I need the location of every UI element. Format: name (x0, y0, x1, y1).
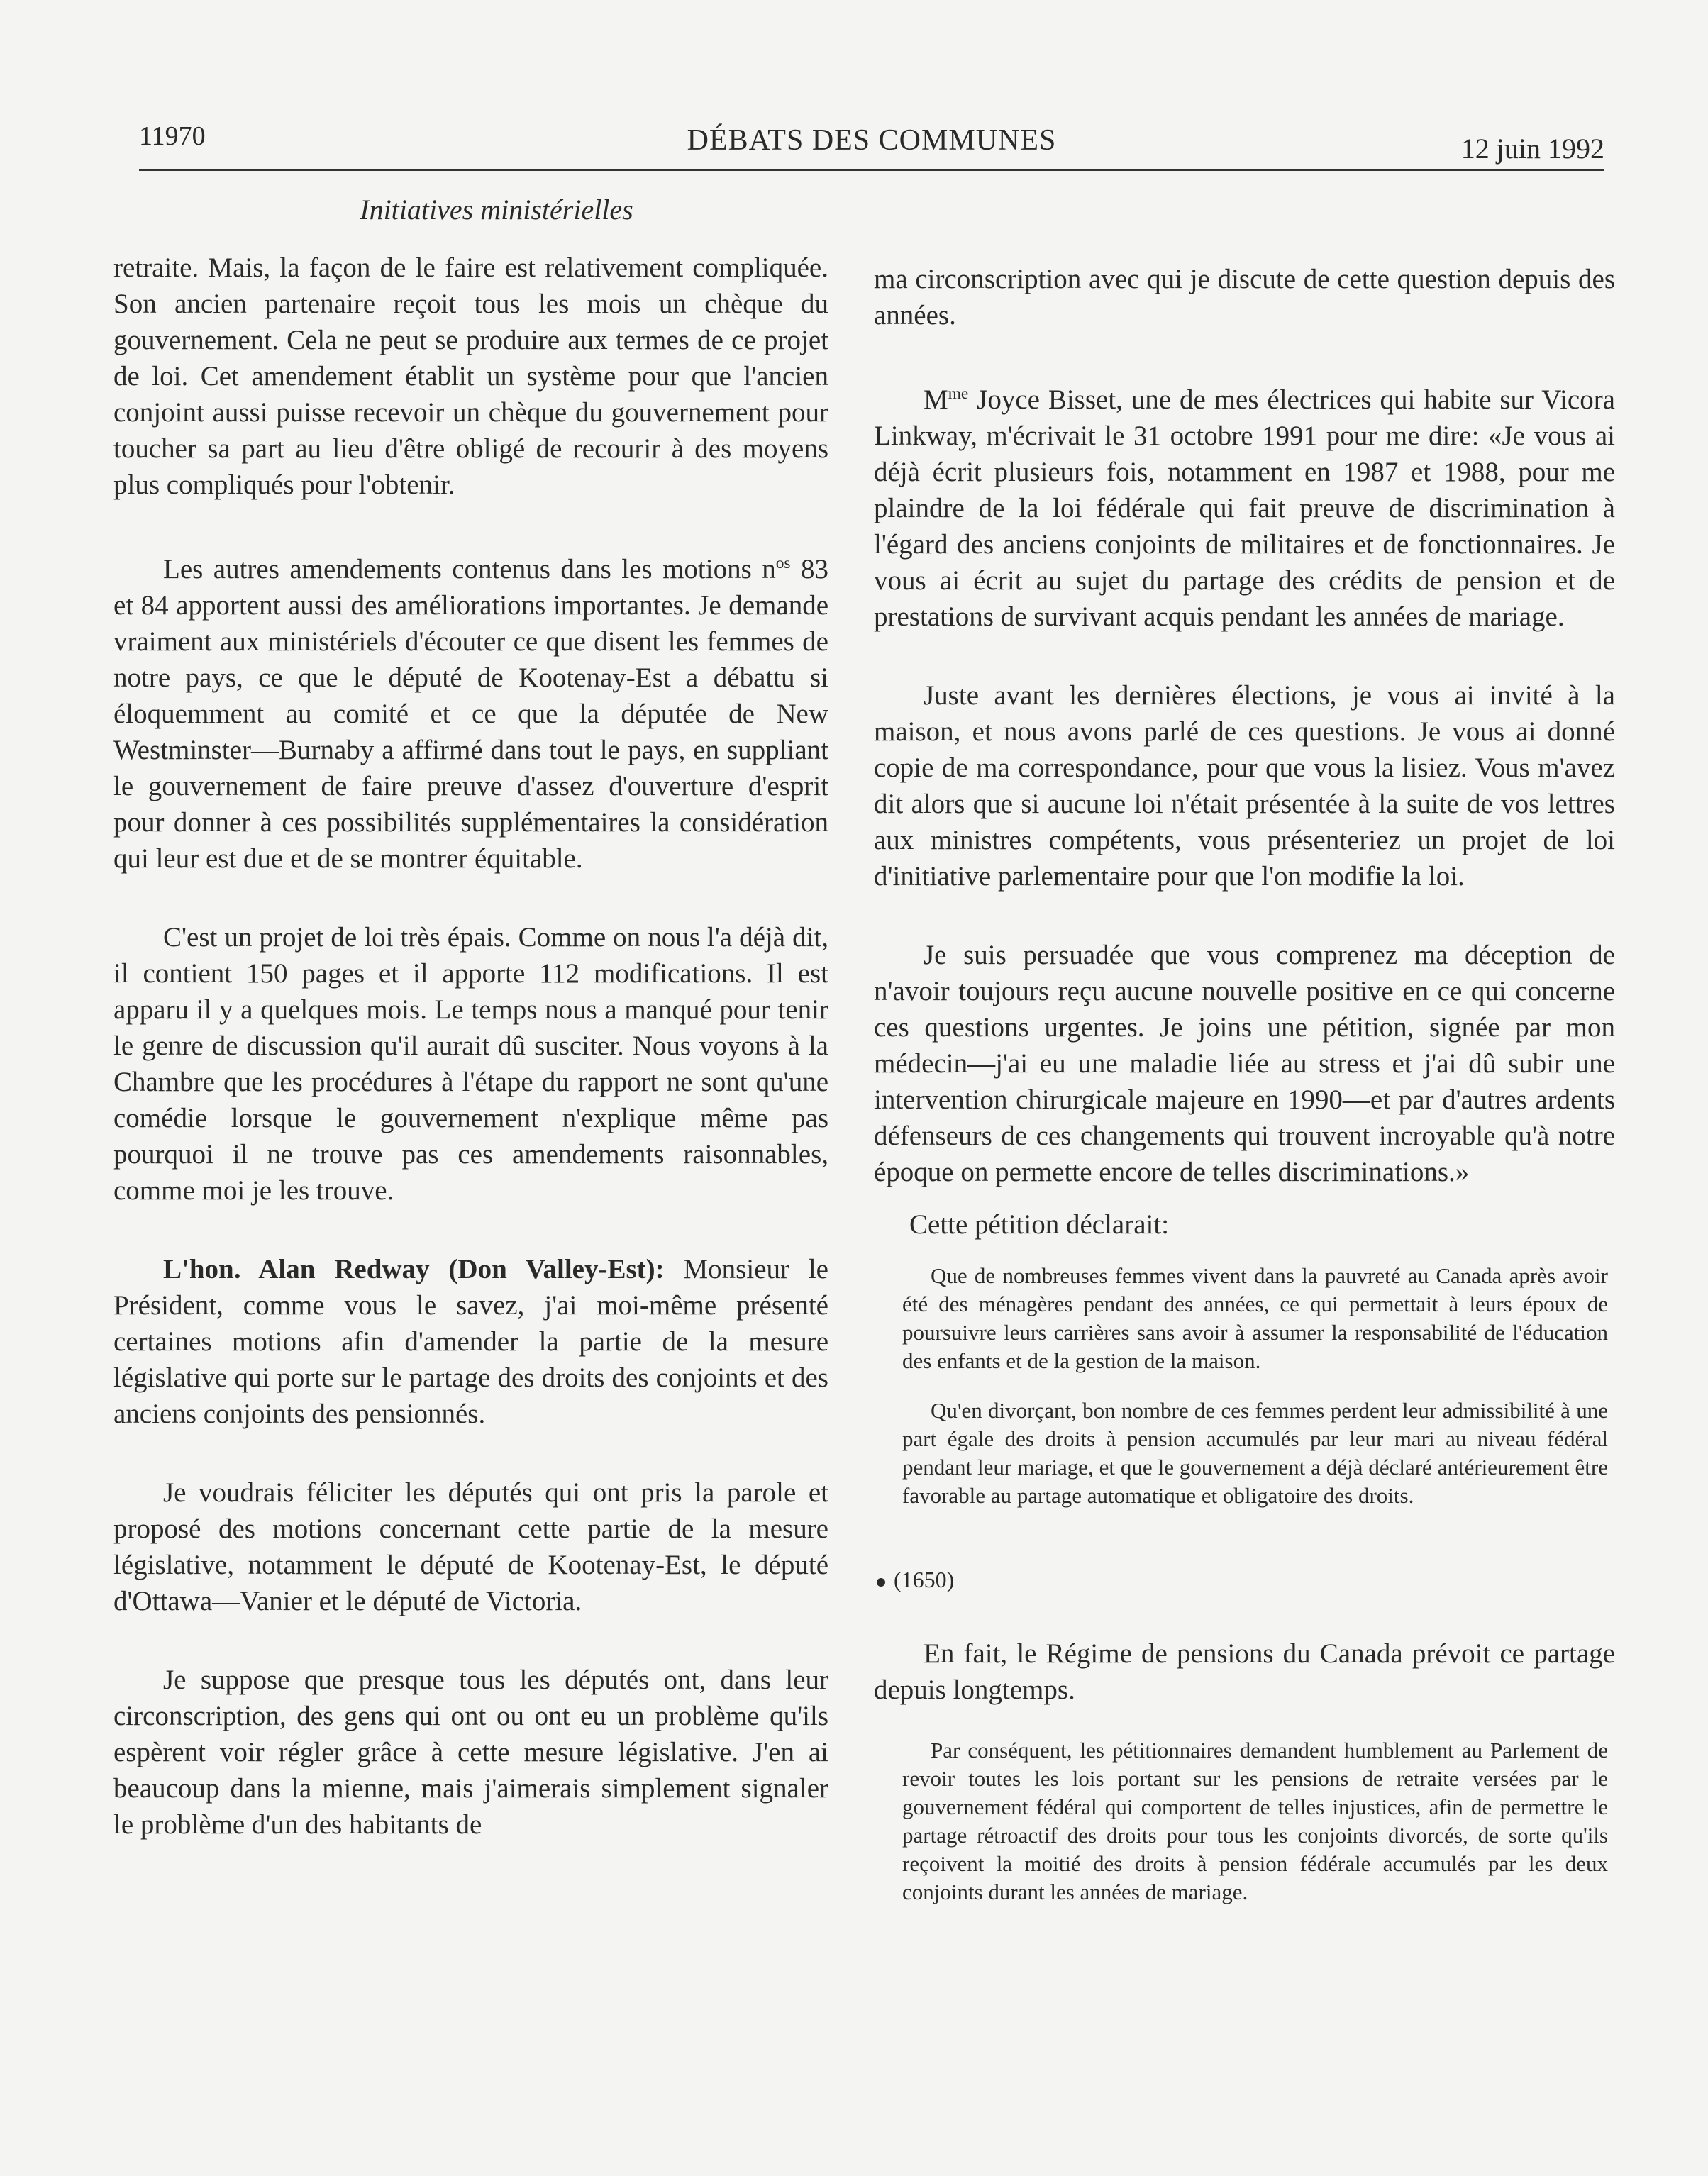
petition-label: Cette pétition déclarait: (909, 1209, 1170, 1240)
paragraph-text: 83 et 84 apportent aussi des améliorations importantes. Je demande vraiment aux ministériels d'écouter ce que disent les femmes de notre pays, ce que le député de Kootenay-Est a débattu si éloquemment au comité et ce que la députée de New Westminster—Burnaby a affirmé dans tout le pays, en suppliant le gouvernement de faire preuve d'assez d'ouverture d'esprit pour donner à ces possibilités supplémentaires la considération qui leur est due et de se montrer équitable. (113, 554, 829, 874)
petition-quote: Par conséquent, les pétitionnaires demandent humblement au Parlement de revoir toutes les lois portant sur les pensions de retraite versées par le gouvernement fédéral qui comportent de telles injustices, afin de permettre le partage rétroactif des droits pour tous les conjoints divorcés, de sorte qu'ils reçoivent la moitié des droits à pension fédérale accumulés par les deux conjoints durant les années de mariage. (902, 1738, 1608, 1904)
petition-quote: Qu'en divorçant, bon nombre de ces femmes perdent leur admissibilité à une part égale des droits à pension accumulés par leur mari au niveau fédéral pendant leur mariage, et que le gouvernement a déjà déclaré antérieurement être favorable au partage automatique et obligatoire des droits. (902, 1398, 1608, 1508)
paragraph: En fait, le Régime de pensions du Canada prévoit ce partage depuis longtemps. (874, 1638, 1615, 1705)
speech-text: Monsieur le Président, comme vous le savez, j'ai moi-même présenté certaines motions afin d'amender la partie de la mesure législative qui porte sur le partage des droits des conjoints et des anciens conjoints des pensionnés. (113, 1254, 828, 1429)
page-header (139, 119, 1604, 171)
section-title: Initiatives ministérielles (360, 194, 633, 226)
paragraph-text: Les autres amendements contenus dans les motions n (163, 554, 776, 584)
paragraph-text: Joyce Bisset, une de mes électrices qui habite sur Vicora Linkway, m'écrivait le 31 octobre 1991 pour me dire: «Je vous ai déjà écrit plusieurs fois, notamment en 1987 et 1988, pour me plaindre de la loi fédérale qui fait preuve de discrimination à l'égard des anciens conjoints de militaires et de fonctionnaires. Je vous ai écrit au sujet du partage des crédits de pension et de prestations de survivant acquis pendant les années de mariage. (874, 384, 1615, 632)
paragraph: Je suis persuadée que vous comprenez ma déception de n'avoir toujours reçu aucune nouvelle positive en ce qui concerne ces questions urgentes. Je joins une pétition, signée par mon médecin—j'ai eu une maladie liée au stress et j'ai dû subir une intervention chirurgicale majeure en 1990—et par d'autres ardents défenseurs de ces changements qui trouvent incroyable qu'à notre époque on permette encore de telles discriminations.» (874, 940, 1615, 1187)
timestamp-text: (1650) (894, 1567, 955, 1592)
right-column (874, 261, 1615, 1906)
left-column (113, 250, 828, 1843)
paragraph: Juste avant les dernières élections, je vous ai invité à la maison, et nous avons parlé de ces questions. Je vous ai donné copie de ma correspondance, pour que vous la lisiez. Vous m'avez dit alors que si aucune loi n'était présentée à la suite de vos lettres aux ministres compétents, vous présenteriez un projet de loi d'initiative parlementaire pour que l'on modifie la loi. (874, 680, 1615, 892)
superscript: os (775, 554, 791, 572)
paragraph: Je voudrais féliciter les députés qui ont pris la parole et proposé des motions concernant cette partie de la mesure législative, notamment le député de Kootenay-Est, le député d'Ottawa—Vanier et le député de Victoria. (113, 1477, 828, 1616)
superscript: me (948, 384, 969, 403)
page-number: 11970 (139, 121, 206, 151)
speech-paragraph (113, 1251, 828, 1432)
paragraph: C'est un projet de loi très épais. Comme on nous l'a déjà dit, il contient 150 pages et il apporte 112 modifications. Il est apparu il y a quelques mois. Le temps nous a manqué pour tenir le genre de discussion qu'il aurait dû susciter. Nous voyons à la Chambre que les procédures à l'étape du rapport ne sont qu'une comédie lorsque le gouvernement n'explique même pas pourquoi il ne trouve pas ces amendements raisonnables, comme moi je les trouve. (113, 922, 828, 1206)
paragraph (874, 376, 1615, 635)
paragraph: retraite. Mais, la façon de le faire est relativement compliquée. Son ancien partenaire reçoit tous les mois un chèque du gouvernement. Cela ne peut se produire aux termes de ce projet de loi. Cet amendement établit un système pour que l'ancien conjoint aussi puisse recevoir un chèque du gouvernement pour toucher sa part au lieu d'être obligé de recourir à des moyens plus compliqués pour l'obtenir. (113, 252, 828, 500)
paragraph (113, 545, 828, 877)
speaker-name: L'hon. Alan Redway (Don Valley-Est): (163, 1254, 665, 1284)
paragraph: ma circonscription avec qui je discute de cette question depuis des années. (874, 264, 1615, 331)
paragraph: Je suppose que presque tous les députés ont, dans leur circonscription, des gens qui ont ou ont eu un problème qu'ils espèrent voir régler grâce à cette mesure législative. J'en ai beaucoup dans la mienne, mais j'aimerais simplement signaler le problème d'un des habitants de (113, 1665, 828, 1840)
paragraph-text: M (924, 384, 948, 415)
journal-title: DÉBATS DES COMMUNES (687, 124, 1057, 157)
bullet-icon (877, 1578, 885, 1587)
header-date: 12 juin 1992 (1460, 133, 1604, 165)
petition-quote: Que de nombreuses femmes vivent dans la pauvreté au Canada après avoir été des ménagères pendant des années, ce qui permettait à leurs époux de poursuivre leurs carrières sans avoir à assumer la responsabilité de l'éducation des enfants et de la gestion de la maison. (902, 1263, 1608, 1373)
timestamp (877, 1567, 1615, 1593)
